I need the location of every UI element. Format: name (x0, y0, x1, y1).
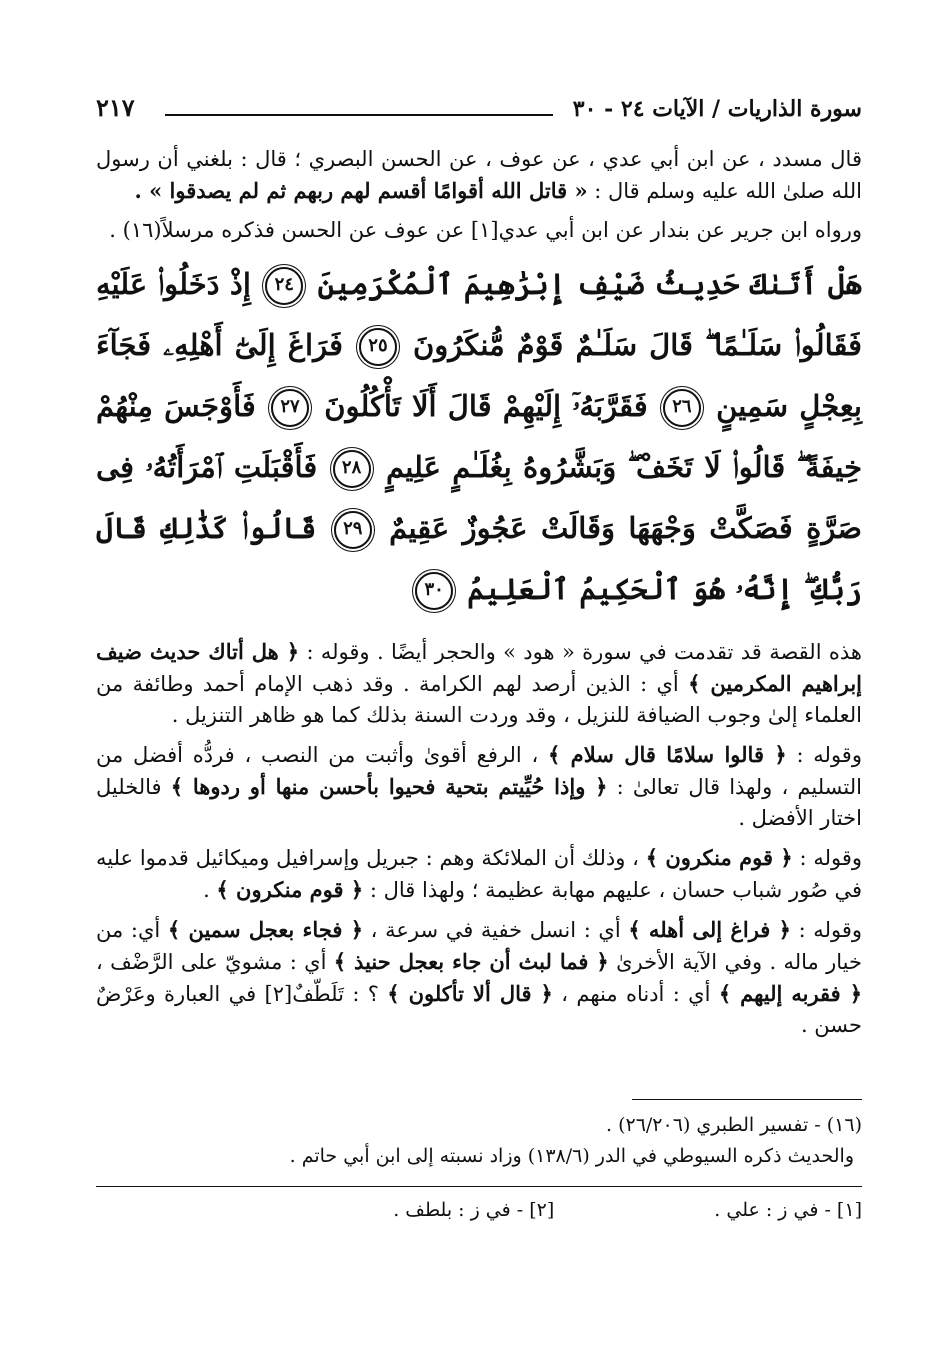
hadith-chain-text: قال مسدد ، عن ابن أبي عدي ، عن عوف ، عن الحسن البصري ؛ قال : بلغني أن رسول الله صلىٰ الله عليه وسلم قال : (96, 147, 862, 203)
ayah-number-24: ٢٤ (265, 267, 303, 305)
quoted-verse: ﴿ قال ألا تأكلون ﴾ (387, 981, 553, 1006)
commentary-text: وقوله : (790, 918, 862, 942)
verse-28: فَأَوْجَسَ مِنْهُمْ خِيفَةً ۖ قَالُوا۟ لَا تَخَفْ ۖ وَبَشَّرُوهُ بِغُلَـٰمٍ عَلِيمٍ (96, 389, 863, 484)
hadith-text: « قاتل الله أقوامًا أقسم لهم ربهم ثم لم يصدقوا » . (134, 178, 588, 203)
variant-note-2: [٢] - في ز : بلطف . (393, 1199, 555, 1221)
page-header (96, 88, 862, 122)
quoted-verse: ﴿ هل أتاك حديث ضيف إبراهيم المكرمين ﴾ (96, 639, 863, 696)
verse-29: فَأَقْبَلَتِ ٱمْرَأَتُهُۥ فِى صَرَّةٍ فَصَكَّتْ وَجْهَهَا وَقَالَتْ عَجُوزٌ عَقِيمٌ (96, 450, 862, 545)
paragraph-angels (96, 842, 862, 906)
header-rule (165, 114, 553, 116)
commentary-text: أي : انسل خفية في سرعة ، (363, 918, 629, 942)
commentary-text: أي : مشويّ على الرَّضْف ، (96, 950, 334, 974)
ayah-number-25: ٢٥ (359, 328, 397, 366)
commentary-text: هذه القصة قد تقدمت في سورة « هود » والحجر أيضًا . وقوله : (299, 640, 862, 664)
verse-27: فَقَرَّبَهُۥٓ إِلَيْهِمْ قَالَ أَلَا تَأْكُلُونَ (324, 389, 648, 423)
paragraph-hadith-chain (96, 144, 862, 207)
paragraph-calf (96, 914, 862, 1041)
commentary-text: ، وذلك أن الملائكة وهم : جبريل وإسرافيل وميكائيل قدموا عليه في صُور شباب حسان ، عليهم مهابة عظيمة ؛ ولهذا قال : (96, 846, 862, 902)
paragraph-ibn-jarir (96, 215, 862, 246)
commentary-text: وقوله : (786, 743, 862, 767)
quoted-verse: ﴿ قالوا سلامًا قال سلام ﴾ (547, 742, 787, 767)
verse-26: فَرَاغَ إِلَىٰٓ أَهْلِهِۦ فَجَآءَ بِعِجْلٍ سَمِينٍ (96, 328, 862, 423)
commentary-text: وقوله : (792, 846, 863, 870)
quoted-verse: ﴿ فما لبث أن جاء بعجل حنيذ ﴾ (333, 949, 609, 974)
ayah-number-27: ٢٧ (271, 389, 309, 427)
quoted-verse: ﴿ وإذا حُيِّيتم بتحية فحيوا بأحسن منها أو ردوها ﴾ (170, 774, 608, 799)
commentary-text: ؟ : تَلَطّفٌ[٢] في العبارة وعَرْضٌ حسن . (96, 982, 862, 1037)
quoted-verse: ﴿ قوم منكرون ﴾ (216, 877, 364, 902)
commentary-text: أي : أدناه منهم ، (552, 982, 719, 1006)
quoted-verse: ﴿ فقربه إليهم ﴾ (718, 981, 863, 1006)
commentary-text: أي: من خيار ماله . وفي الآية الأخرىٰ (96, 918, 862, 974)
commentary-text: أي : الذين أرصد لهم الكرامة . وقد ذهب الإمام أحمد وطائفة من العلماء إلىٰ وجوب الضيافة للنزيل ، وقد وردت السنة بذلك كما هو ظاهر التنزيل . (96, 672, 862, 727)
verse-25: إِذْ دَخَلُوا۟ عَلَيْهِ فَقَالُوا۟ سَلَـٰمًا ۖ قَالَ سَلَـٰمٌ قَوْمٌ مُّنكَرُونَ (96, 267, 862, 362)
variants-rule (96, 1186, 862, 1187)
ayah-number-28: ٢٨ (333, 450, 371, 488)
footnote-16-continuation: والحديث ذكره السيوطي في الدر (١٣٨/٦) وزاد نسبته إلى ابن أبي حاتم . (289, 1145, 854, 1167)
commentary-text: ، الرفع أقوىٰ وأثبت من النصب ، فردُّه أفضل من التسليم ، ولهذا قال تعالىٰ : (96, 743, 862, 799)
commentary-text: فالخليل اختار الأفضل . (96, 775, 862, 830)
manuscript-variants (96, 1199, 862, 1221)
commentary-text: . (203, 878, 217, 902)
running-title: سورة الذاريات / الآيات ٢٤ - ٣٠ (572, 96, 862, 122)
ayah-number-26: ٢٦ (663, 389, 701, 427)
footnote-16: (١٦) - تفسير الطبري (٢٦/٢٠٦) . (606, 1114, 862, 1136)
paragraph-salam (96, 739, 862, 834)
paragraph-story-context (96, 636, 862, 731)
quoted-verse: ﴿ فجاء بعجل سمين ﴾ (167, 917, 363, 942)
quoted-verse: ﴿ فراغ إلى أهله ﴾ (628, 917, 791, 942)
verse-24: هَلْ أَتَىٰكَ حَدِيثُ ضَيْفِ إِبْرَٰهِيمَ ٱلْمُكْرَمِينَ (317, 267, 862, 301)
variant-note-1: [١] - في ز : علي . (714, 1199, 862, 1221)
page-number: ٢١٧ (96, 93, 135, 122)
quran-verses (96, 254, 862, 620)
quoted-verse: ﴿ قوم منكرون ﴾ (645, 845, 793, 870)
verse-30: قَالُوا۟ كَذَٰلِكِ قَالَ رَبُّكِ ۖ إِنَّهُۥ هُوَ ٱلْحَكِيمُ ٱلْعَلِيمُ (96, 511, 862, 606)
ayah-number-30: ٣٠ (415, 572, 453, 610)
footnote-rule (632, 1099, 862, 1100)
ibn-jarir-text: ورواه ابن جرير عن بندار عن ابن أبي عدي[١] عن عوف عن الحسن فذكره مرسلاً(١٦) . (109, 218, 862, 242)
ayah-number-29: ٢٩ (334, 511, 372, 549)
